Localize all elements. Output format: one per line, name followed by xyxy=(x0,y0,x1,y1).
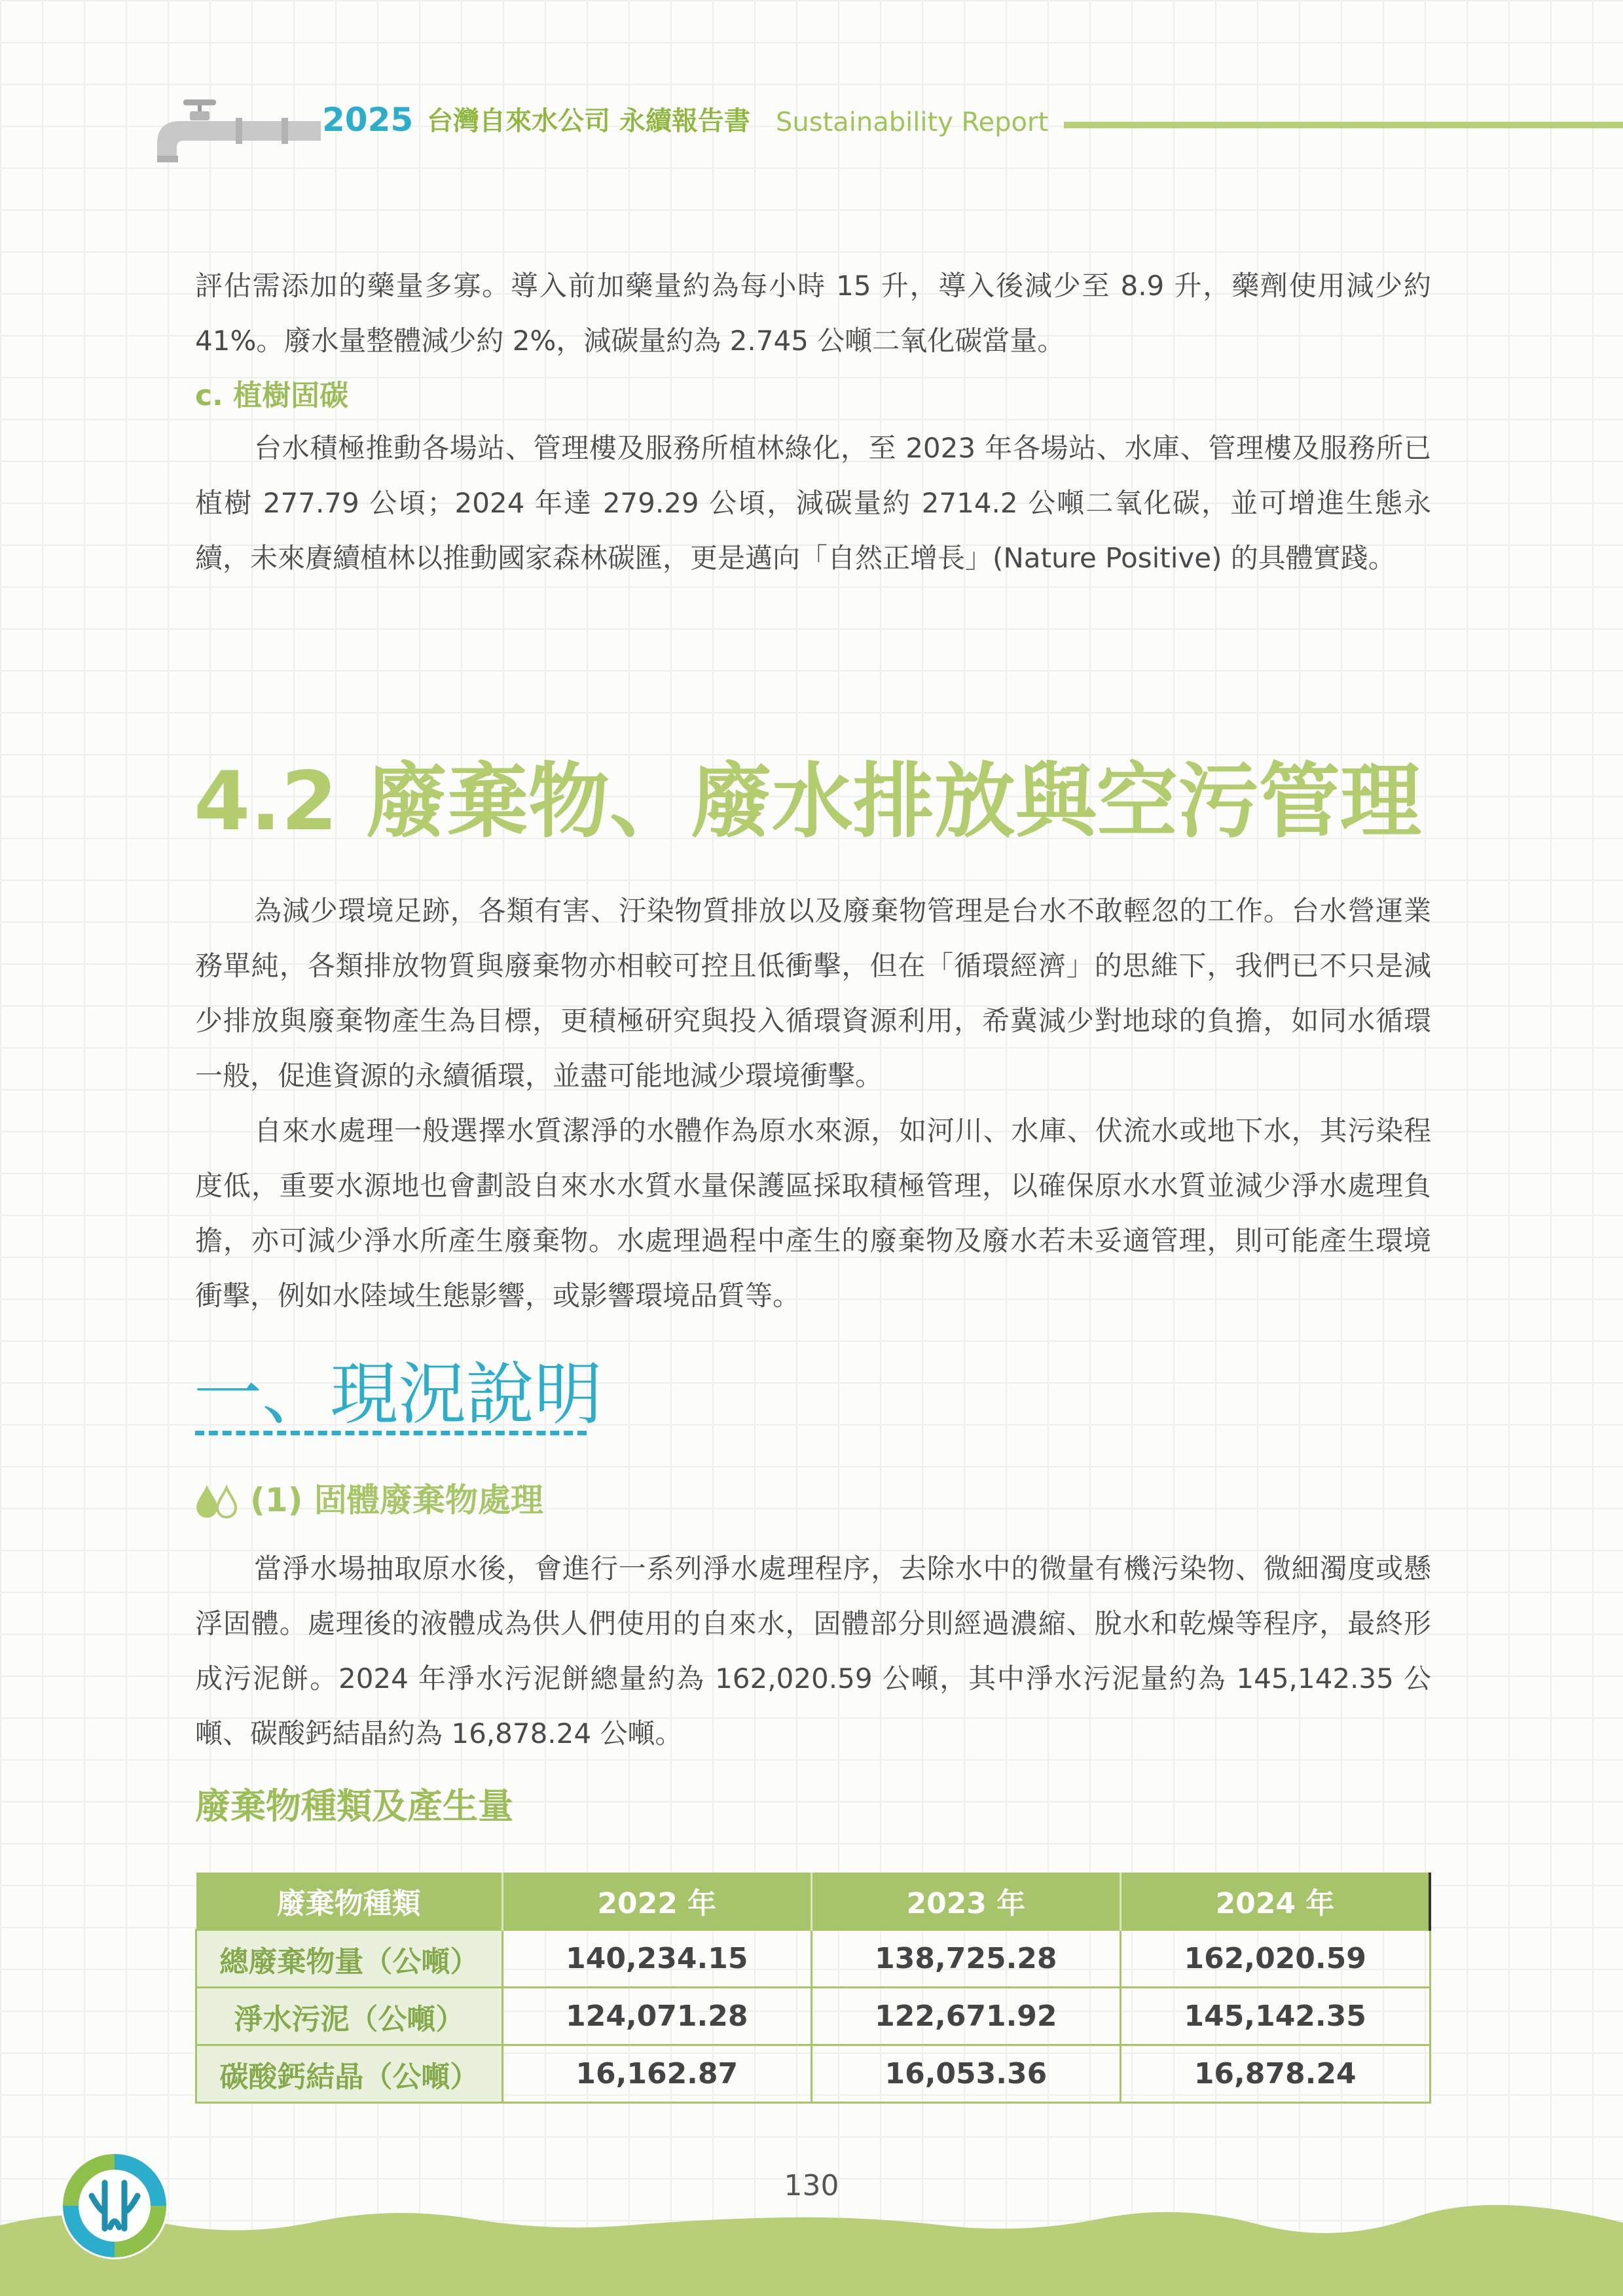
subheading-solid-waste: (1) 固體廢棄物處理 xyxy=(250,1481,543,1519)
subheading-tree-planting: c. 植樹固碳 xyxy=(195,379,349,412)
section-paragraph-2: 自來水處理一般選擇水質潔淨的水體作為原水來源，如河川、水庫、伏流水或地下水，其污染程度低，重要水源地也會劃設自來水水質水量保護區採取積極管理，以確保原水水質並減少淨水處理負擔，亦可減少淨水所產生廢棄物。水處理過程中產生的廢棄物及廢水若未妥適管理，則可能產生環境衝擊，例如水陸域生態影響，或影響環境品質等。 xyxy=(195,1115,1431,1312)
header-org-title: 台灣自來水公司 永續報告書 xyxy=(427,106,750,136)
table-row xyxy=(196,2045,1431,2103)
table-cell: 122,671.92 xyxy=(811,1988,1120,2045)
footer-wave xyxy=(0,2199,1623,2296)
table-cell: 16,053.36 xyxy=(811,2045,1120,2103)
table-cell: 162,020.59 xyxy=(1120,1930,1430,1988)
header-english-title: Sustainability Report xyxy=(776,107,1049,137)
water-drops-icon xyxy=(194,1482,240,1519)
waste-table xyxy=(195,1873,1431,2104)
table-cell: 16,878.24 xyxy=(1120,2045,1430,2103)
taiwan-water-logo xyxy=(59,2150,170,2261)
column-header: 2022 年 xyxy=(502,1873,811,1930)
intro-paragraph-2: 台水積極推動各場站、管理樓及服務所植林綠化，至 2023 年各場站、水庫、管理樓及服務所已植樹 277.79 公頃；2024 年達 279.29 公頃，減碳量約 2714.2 公噸二氧化碳，並可增進生態永續，未來賡續植林以推動國家森林碳匯，更是邁向「自然正增長」(Nature Positive) 的具體實踐。 xyxy=(195,432,1431,574)
table-title: 廢棄物種類及產生量 xyxy=(195,1785,513,1827)
column-header: 廢棄物種類 xyxy=(196,1873,503,1930)
row-label: 總廢棄物量（公噸） xyxy=(196,1930,503,1988)
section-title: 4.2 廢棄物、廢水排放與空污管理 xyxy=(194,755,1421,849)
table-cell: 16,162.87 xyxy=(502,2045,811,2103)
row-label: 淨水污泥（公噸） xyxy=(196,1988,503,2045)
table-cell: 138,725.28 xyxy=(811,1930,1120,1988)
table-cell: 140,234.15 xyxy=(502,1930,811,1988)
column-header: 2024 年 xyxy=(1120,1873,1430,1930)
table-row xyxy=(196,1930,1431,1988)
table-cell: 145,142.35 xyxy=(1120,1988,1430,2045)
table-header-row xyxy=(196,1873,1431,1930)
row-label: 碳酸鈣結晶（公噸） xyxy=(196,2045,503,2103)
page-number: 130 xyxy=(784,2169,839,2202)
solid-waste-paragraph: 當淨水場抽取原水後，會進行一系列淨水處理程序，去除水中的微量有機污染物、微細濁度或懸浮固體。處理後的液體成為供人們使用的自來水，固體部分則經過濃縮、脫水和乾燥等程序，最終形成污泥餅。2024 年淨水污泥餅總量約為 162,020.59 公噸，其中淨水污泥量約為 145,142.35 公噸、碳酸鈣結晶約為 16,878.24 公噸。 xyxy=(195,1552,1431,1749)
column-header: 2023 年 xyxy=(811,1873,1120,1930)
table-row xyxy=(196,1988,1431,2045)
section-paragraph-1: 為減少環境足跡，各類有害、汙染物質排放以及廢棄物管理是台水不敢輕忽的工作。台水營運業務單純，各類排放物質與廢棄物亦相較可控且低衝擊，但在「循環經濟」的思維下，我們已不只是減少排放與廢棄物產生為目標，更積極研究與投入循環資源利用，希冀減少對地球的負擔，如同水循環一般，促進資源的永續循環，並盡可能地減少環境衝擊。 xyxy=(195,895,1431,1092)
status-heading-underline xyxy=(195,1431,587,1435)
header-rule xyxy=(1064,122,1623,128)
faucet-icon xyxy=(157,85,321,164)
intro-paragraph-1: 評估需添加的藥量多寡。導入前加藥量約為每小時 15 升，導入後減少至 8.9 升，藥劑使用減少約 41%。廢水量整體減少約 2%，減碳量約為 2.745 公噸二氧化碳當量。 xyxy=(195,270,1431,357)
status-heading: 一、現況說明 xyxy=(194,1354,603,1434)
table-cell: 124,071.28 xyxy=(502,1988,811,2045)
header-year: 2025 xyxy=(322,101,414,139)
